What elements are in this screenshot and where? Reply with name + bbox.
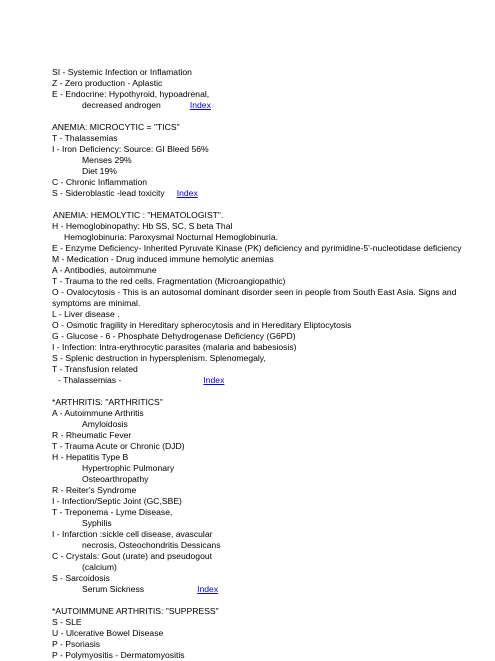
- text-line-with-link: [52, 100, 482, 111]
- text-line: T - Transfusion related: [52, 364, 138, 374]
- text-line: Hypertrophic Pulmonary: [82, 463, 175, 473]
- text-line: Hemoglobinuria: Paroxysmal Nocturnal Hemoglobinuria.: [64, 232, 278, 242]
- text-line: E - Enzyme Deficiency- Inherited Pyruvate Kinase (PK) deficiency and pyrimidine-5'-nucleotidase deficiency: [52, 243, 462, 253]
- text-fragment: S - Sideroblastic -lead toxicity: [52, 188, 165, 198]
- index-link[interactable]: Index: [197, 584, 219, 594]
- text-line: S - SLE: [52, 617, 82, 627]
- text-line: Syphilis: [82, 518, 112, 528]
- text-line: M - Medication - Drug induced immune hemolytic anemias: [52, 254, 274, 264]
- blank-line: [52, 595, 482, 606]
- text-line-with-link: [52, 375, 482, 386]
- text-line: T - Trauma Acute or Chronic (DJD): [52, 441, 185, 451]
- document-page: [52, 67, 482, 661]
- text-line: P - Polymyositis - Dermatomyositis: [52, 650, 185, 660]
- text-line: I - Infection/Septic Joint (GC,SBE): [52, 496, 182, 506]
- text-line: C - Crystals: Gout (urate) and pseudogout: [52, 551, 213, 561]
- text-line: Menses 29%: [82, 155, 132, 165]
- text-line: R - Reiter's Syndrome: [52, 485, 137, 495]
- section-heading: ANEMIA: HEMOLYTIC : "HEMATOLOGIST".: [53, 210, 224, 220]
- text-line-with-link: [52, 584, 482, 595]
- text-line: T - Trauma to the red cells. Fragmentation (Microangiopathic): [52, 276, 286, 286]
- section-heading: *ARTHRITIS: "ARTHRITICS": [52, 397, 163, 407]
- text-line: S - Splenic destruction in hypersplenism. Splenomegaly,: [52, 353, 266, 363]
- text-line: R - Rheumatic Fever: [52, 430, 132, 440]
- text-line: O - Ovalocytosis - This is an autosomal dominant disorder seen in people from South East Asia. Signs and symptoms are minimal.: [52, 287, 457, 308]
- text-line: L - Liver disease .: [52, 309, 120, 319]
- text-line: T - Thalassemias: [52, 133, 118, 143]
- text-line: necrosis, Osteochondritis Dessicans: [82, 540, 221, 550]
- text-line: P - Psoriasis: [52, 639, 101, 649]
- text-line: G - Glucose - 6 - Phosphate Dehydrogenase Deficiency (G6PD): [52, 331, 296, 341]
- text-line: O - Osmotic fragility in Hereditary spherocytosis and in Hereditary Eliptocytosis: [52, 320, 352, 330]
- text-line: SI - Systemic Infection or Inflamation: [52, 67, 192, 77]
- index-link[interactable]: Index: [203, 375, 225, 385]
- text-line: H - Hepatitis Type B: [52, 452, 129, 462]
- text-line: U - Ulcerative Bowel Disease: [52, 628, 164, 638]
- text-line: S - Sarcoidosis: [52, 573, 110, 583]
- text-fragment: - Thalassemias -: [58, 375, 122, 385]
- index-link[interactable]: Index: [189, 100, 211, 110]
- text-line: I - Infection: Intra-erythrocytic parasites (malaria and babesiosis): [52, 342, 297, 352]
- text-line: E - Endocrine: Hypothyroid, hypoadrenal,: [52, 89, 210, 99]
- blank-line: [52, 386, 482, 397]
- text-line: Z - Zero production - Aplastic: [52, 78, 163, 88]
- blank-line: [52, 199, 482, 210]
- text-line: H - Hemoglobinopathy: Hb SS, SC, S beta Thal: [52, 221, 233, 231]
- text-line: A - Antibodies, autoimmune: [52, 265, 157, 275]
- text-fragment: decreased androgen: [82, 100, 161, 110]
- section-heading: ANEMIA: MICROCYTIC = "TICS": [52, 122, 180, 132]
- text-line: T - Treponema - Lyme Disease,: [52, 507, 173, 517]
- text-line: Amyloidosis: [82, 419, 128, 429]
- text-line: I - Infarction :sickle cell disease, avascular: [52, 529, 213, 539]
- text-line: I - Iron Deficiency: Source: GI Bleed 56%: [52, 144, 209, 154]
- blank-line: [52, 111, 482, 122]
- index-link[interactable]: Index: [176, 188, 198, 198]
- text-fragment: Serum Sickness: [82, 584, 145, 594]
- text-line: (calcium): [82, 562, 117, 572]
- text-line: Osteoarthropathy: [82, 474, 149, 484]
- section-heading: *AUTOIMMUNE ARTHRITIS: "SUPPRESS": [52, 606, 219, 616]
- text-line: C - Chronic Inflammation: [52, 177, 148, 187]
- text-line-with-link: [52, 188, 482, 199]
- text-line: A - Autoimmune Arthritis: [52, 408, 144, 418]
- text-line: Diet 19%: [82, 166, 117, 176]
